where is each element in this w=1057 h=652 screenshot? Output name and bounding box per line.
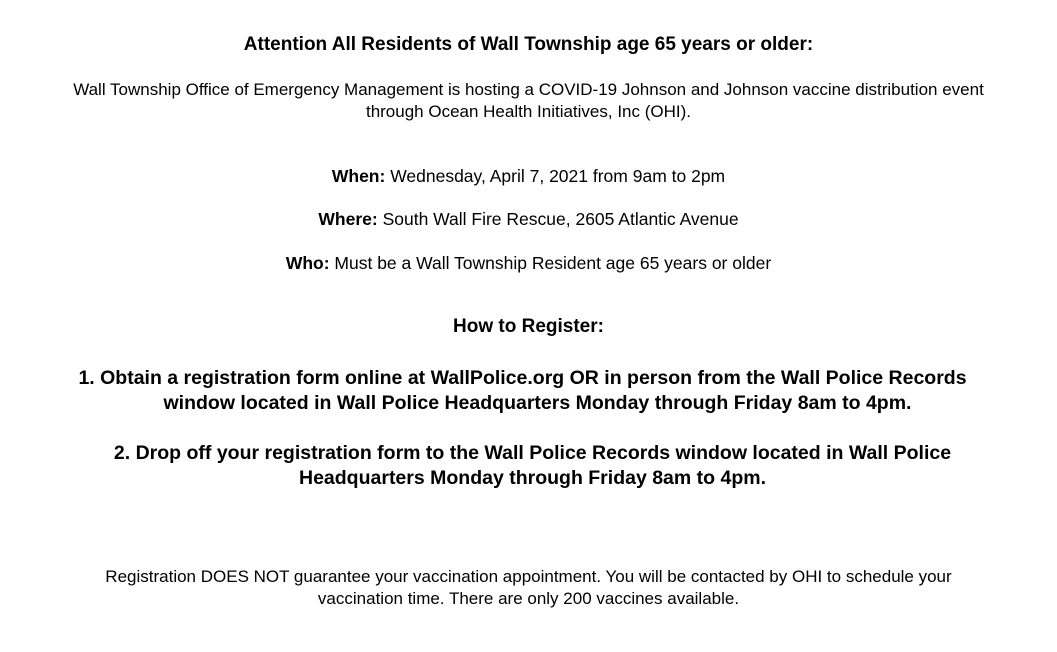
when-label: When:: [331, 166, 386, 186]
intro-line-2: through Ocean Health Initiatives, Inc (OHI).: [365, 102, 692, 121]
step-2-line-2: Headquarters Monday through Friday 8am to 4pm.: [299, 467, 766, 489]
when-value: Wednesday, April 7, 2021 from 9am to 2pm: [385, 166, 726, 186]
intro-paragraph: [0, 79, 1057, 123]
intro-line-1: Wall Township Office of Emergency Management is hosting a COVID-19 Johnson and Johnson vaccine distribution event: [73, 80, 984, 99]
disclaimer-line-1: Registration DOES NOT guarantee your vaccination appointment. You will be contacted by OHI to schedule your: [105, 567, 952, 586]
who-value: Must be a Wall Township Resident age 65 years or older: [329, 253, 772, 273]
disclaimer-line-2: vaccination time. There are only 200 vaccines available.: [317, 589, 740, 608]
register-heading: How to Register:: [453, 316, 604, 337]
event-where: [0, 209, 1057, 230]
step-2-line-1: 2. Drop off your registration form to the Wall Police Records window located in Wall Police: [113, 442, 952, 464]
register-step-1: [0, 366, 1051, 416]
event-when: [0, 166, 1057, 187]
who-label: Who:: [285, 253, 330, 273]
where-label: Where:: [318, 209, 378, 229]
disclaimer-paragraph: [0, 566, 1057, 610]
step-1-line-1: 1. Obtain a registration form online at WallPolice.org OR in person from the Wall Police Records: [78, 367, 967, 389]
event-who: [0, 253, 1057, 274]
register-step-2: [4, 441, 1057, 491]
where-value: South Wall Fire Rescue, 2605 Atlantic Avenue: [377, 209, 739, 229]
notice-title: Attention All Residents of Wall Township age 65 years or older:: [243, 34, 814, 55]
step-1-line-2: window located in Wall Police Headquarters Monday through Friday 8am to 4pm.: [163, 392, 912, 414]
